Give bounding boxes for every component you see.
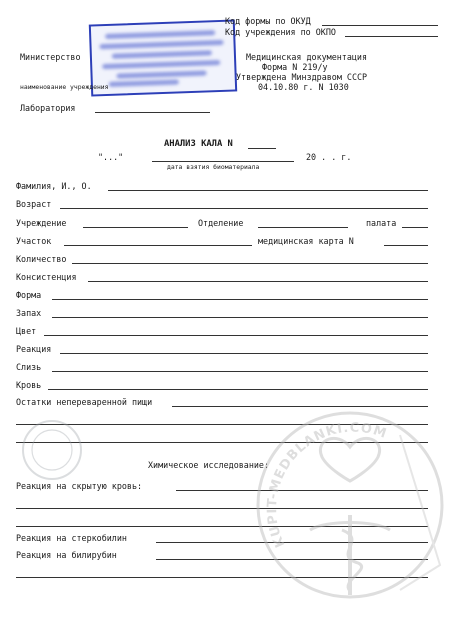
field-shape-line <box>52 299 428 300</box>
title-number-line <box>248 148 276 149</box>
form-number: Форма N 219/у <box>262 62 328 72</box>
bilirubin-label: Реакция на билирубин <box>16 550 117 560</box>
date-year: 20 . . г. <box>306 152 352 162</box>
okpo-line <box>345 36 438 37</box>
field-age-line <box>60 208 428 209</box>
watermark-logo-icon <box>250 395 450 615</box>
page-title: АНАЛИЗ КАЛА N <box>164 139 233 149</box>
field-consistency-line <box>88 281 428 282</box>
field-blood-line <box>48 389 428 390</box>
date-prefix: "..." <box>98 152 124 162</box>
field-color-line <box>44 335 428 336</box>
field-mucus-label: Слизь <box>16 362 42 372</box>
okud-line <box>322 25 438 26</box>
ministry-label: Министерство <box>20 52 81 62</box>
field-consistency-label: Консистенция <box>16 272 77 282</box>
occult-blood-label: Реакция на скрытую кровь: <box>16 481 143 491</box>
field-card-label: медицинская карта N <box>258 236 354 246</box>
field-fio-label: Фамилия, И., О. <box>16 181 92 191</box>
watermark-text: KUPIT-MEDBLANKI.COM <box>265 420 389 550</box>
okud-label: Код формы по ОКУД <box>225 16 311 26</box>
field-reaction-label: Реакция <box>16 344 52 354</box>
field-undigested-label: Остатки непереваренной пищи <box>16 397 153 407</box>
stercobilin-label: Реакция на стеркобилин <box>16 533 127 543</box>
doc-type: Медицинская документация <box>246 52 368 62</box>
org-name-label: наименование учреждения <box>20 83 109 91</box>
field-department-line <box>258 227 348 228</box>
lab-label: Лаборатория <box>20 103 76 113</box>
field-quantity-line <box>72 263 428 264</box>
field-district-label: Участок <box>16 236 52 246</box>
field-district-line <box>64 245 252 246</box>
field-smell-label: Запах <box>16 308 42 318</box>
field-ward-label: палата <box>366 218 397 228</box>
faint-seal-icon <box>20 418 84 482</box>
field-blood-label: Кровь <box>16 380 42 390</box>
field-department-label: Отделение <box>198 218 244 228</box>
lab-line <box>95 112 210 113</box>
chemistry-heading: Химическое исследование: <box>148 460 270 470</box>
field-fio-line <box>108 190 428 191</box>
approved-by: Утверждена Минздравом СССР <box>236 72 368 82</box>
field-card-line <box>384 245 428 246</box>
approved-date: 04.10.80 г. N 1030 <box>258 82 349 92</box>
field-institution-label: Учреждение <box>16 218 67 228</box>
field-quantity-label: Количество <box>16 254 67 264</box>
field-ward-line <box>402 227 428 228</box>
field-institution-line <box>83 227 188 228</box>
field-color-label: Цвет <box>16 326 37 336</box>
blurred-stamp <box>89 19 237 96</box>
date-caption: дата взятия биоматериала <box>167 163 260 171</box>
field-shape-label: Форма <box>16 290 42 300</box>
field-age-label: Возраст <box>16 199 52 209</box>
field-smell-line <box>52 317 428 318</box>
field-mucus-line <box>52 371 428 372</box>
date-line <box>152 161 294 162</box>
okpo-label: Код учреждения по ОКПО <box>225 27 336 37</box>
field-reaction-line <box>60 353 428 354</box>
